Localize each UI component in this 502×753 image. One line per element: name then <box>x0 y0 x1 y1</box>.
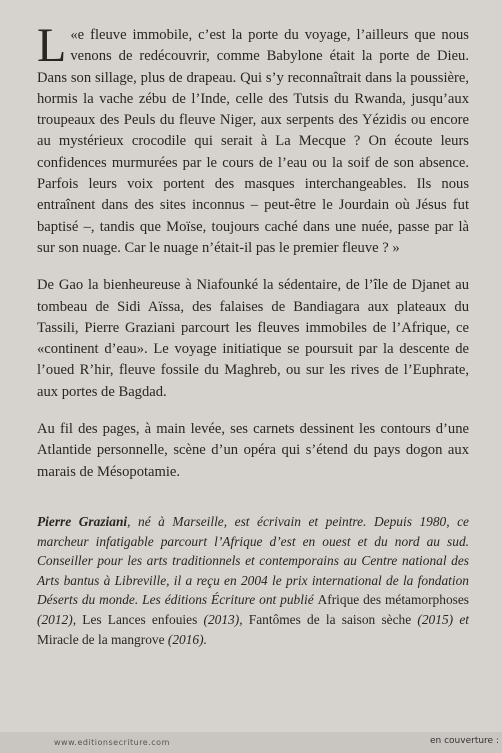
summary-paragraph: De Gao la bienheureuse à Niafounké la sédentaire, de l’île de Djanet au tombeau de Sidi Aïssa, des falaises de Bandiagara aux plateaux du Tassili, Pierre Graziani parcourt les fleuves immobiles de l’Afrique, ce «continent d’eau». Le voyage initiatique se poursuit par la descente de l’oued R’hir, fleuve fossile du Maghreb, ou sur les rives de l’Euphrate, aux portes de Bagdad. <box>37 277 469 400</box>
author-bio <box>37 512 469 649</box>
quote-open-mark: « <box>70 27 78 43</box>
closing-paragraph: Au fil des pages, à main levée, ses carnets dessinent les contours d’une Atlantide personnelle, scène d’un opéra qui s’étend du pays dogon aux marais de Mésopotamie. <box>37 421 469 480</box>
conjunction: et <box>459 611 469 627</box>
book-year: (2016). <box>164 631 207 647</box>
quote-text: e fleuve immobile, c’est la porte du voyage, l’ailleurs que nous venons de redécouvrir, comme Babylone était la porte de Dieu. Dans son sillage, plus de drapeau. Qui s’y reconnaîtrait dans la poussière, hormis la vache zébu de l’Inde, celle des Tutsis du Rwanda, jusqu’aux troupeaux des Peuls du fleuve Niger, aux serpents des Yézidis ou encore au mystérieux crocodile qui serait à La Mecque ? On écoute leurs confidences murmurées par le cours de l’eau ou la soif de son absence. Parfois leurs voix portent des masques interchangeables. Ils nous entraînent dans des sites inconnus – peut-être le Jourdain où Jésus fut baptisé –, tandis que Moïse, toujours caché dans une nuée, passe par là sur son nuage. Car le nuage n’était-il pas le premier fleuve ? » <box>37 27 469 256</box>
cover-credit: en couverture : <box>430 736 499 746</box>
book-title: Afrique des métamorphoses <box>317 592 470 608</box>
book-year: (2013), <box>197 611 249 627</box>
book-year: (2012), <box>37 611 83 627</box>
publisher-url: www.editionsecriture.com <box>54 738 170 747</box>
drop-cap: L <box>37 19 67 72</box>
blurb <box>37 19 469 483</box>
book-year: (2015) <box>411 611 460 627</box>
book-title: Fantômes de la saison sèche <box>248 611 412 627</box>
author-name: Pierre Graziani <box>37 514 128 529</box>
bio-intro: , né à Marseille, est écrivain et peintre. Depuis 1980, ce marcheur infatigable parcourt l’Afrique d’est en ouest et du nord au sud. Conseiller pour les arts traditionnels et contemporains au Centre national des Arts bantus à Libreville, il a reçu en 2004 le prix international de la fondation Déserts du monde. Les éditions Écriture ont publié <box>37 514 469 608</box>
book-title: Les Lances enfouies <box>82 611 198 627</box>
book-title: Miracle de la mangrove <box>37 631 165 647</box>
opening-quote <box>37 19 469 259</box>
